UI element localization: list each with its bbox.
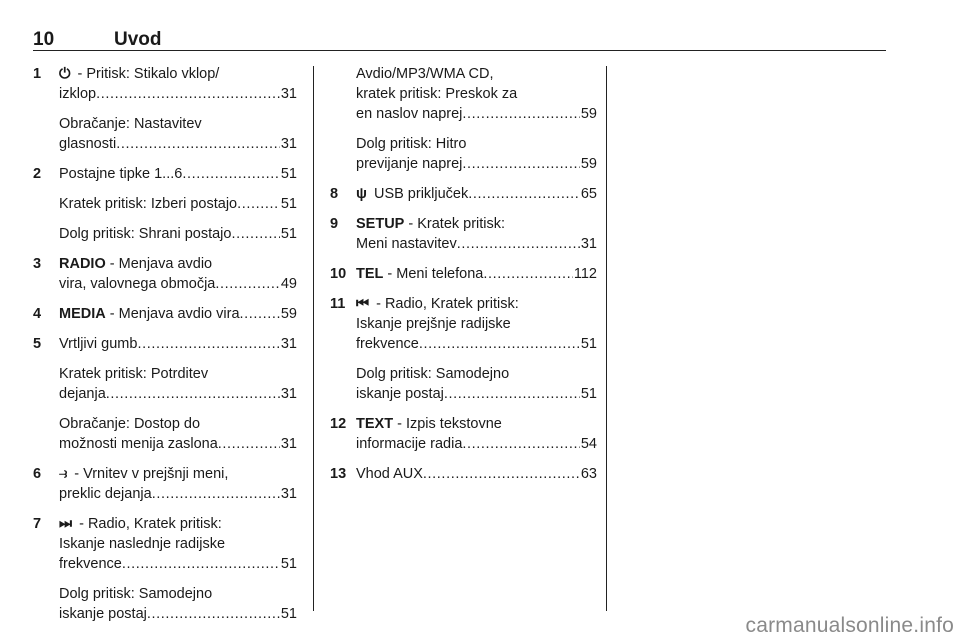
description: - Izpis tekstovne — [393, 416, 502, 432]
item-number: 9 — [330, 216, 339, 232]
legend-entry — [33, 224, 297, 244]
column-divider — [606, 66, 607, 611]
entry-text — [356, 64, 494, 84]
entry-line — [59, 414, 297, 434]
page-ref: 31 — [280, 336, 297, 352]
description: Obračanje: Dostop do — [59, 416, 201, 432]
legend-entry — [33, 194, 297, 214]
entry-line — [59, 384, 297, 404]
page-ref: 31 — [280, 136, 297, 152]
entry-text — [59, 194, 237, 214]
entry-text — [59, 514, 222, 534]
description: Iskanje naslednje radijske — [59, 536, 226, 552]
item-number: 6 — [33, 466, 42, 482]
legend-entry — [33, 164, 297, 184]
dot-leader — [462, 154, 579, 174]
entry-line — [59, 304, 297, 324]
legend-entry — [33, 464, 297, 504]
dot-leader — [483, 264, 573, 284]
legend-entry — [33, 254, 297, 294]
entry-line — [356, 64, 597, 84]
dot-leader — [137, 334, 279, 354]
page-ref: 59 — [580, 106, 597, 122]
header-rule — [33, 50, 886, 51]
page-ref: 59 — [280, 306, 297, 322]
description: USB priključek — [369, 186, 469, 202]
description: Avdio/MP3/WMA CD, — [356, 66, 494, 82]
page-ref: 54 — [580, 436, 597, 452]
description: Kratek pritisk: Izberi postajo — [59, 196, 238, 212]
item-number: 3 — [33, 256, 42, 272]
entry-text — [59, 414, 200, 434]
legend-entry — [33, 334, 297, 354]
description: - Menjava avdio — [105, 256, 213, 272]
entry-text — [59, 254, 212, 274]
chapter-title: Uvod — [114, 29, 162, 50]
description: - Vrnitev v prejšnji meni, — [70, 466, 229, 482]
dot-leader — [218, 434, 280, 454]
entry-text — [59, 584, 212, 604]
item-number: 11 — [330, 296, 346, 312]
description: Dolg pritisk: Samodejno — [356, 366, 510, 382]
entry-line — [59, 554, 297, 574]
page-ref: 51 — [280, 166, 297, 182]
entry-line — [59, 464, 297, 484]
description: - Kratek pritisk: — [404, 216, 506, 232]
entry-line — [356, 414, 597, 434]
entry-line — [356, 234, 597, 254]
entry-line — [59, 584, 297, 604]
entry-line — [356, 384, 597, 404]
dot-leader — [106, 384, 280, 404]
entry-line — [356, 364, 597, 384]
entry-line — [59, 334, 297, 354]
item-number: 12 — [330, 416, 347, 432]
entry-line — [356, 104, 597, 124]
page-ref: 31 — [280, 386, 297, 402]
entry-line — [59, 534, 297, 554]
description: kratek pritisk: Preskok za — [356, 86, 518, 102]
description: Vhod AUX — [356, 466, 423, 482]
legend-entry — [330, 414, 597, 454]
back-arrow-icon: ⥽ — [59, 466, 68, 482]
entry-text — [59, 164, 182, 184]
entry-line — [356, 334, 597, 354]
description: - Radio, Kratek pritisk: — [372, 296, 519, 312]
description: preklic dejanja — [59, 486, 152, 502]
description: - Radio, Kratek pritisk: — [75, 516, 222, 532]
dot-leader — [152, 484, 280, 504]
description: Vrtljivi gumb — [59, 336, 138, 352]
legend-column-left — [33, 64, 297, 634]
legend-entry — [330, 364, 597, 404]
entry-line — [356, 464, 597, 484]
page-ref: 31 — [280, 86, 297, 102]
description: en naslov naprej — [356, 106, 463, 122]
legend-entry — [33, 114, 297, 154]
dot-leader — [444, 384, 580, 404]
entry-line — [59, 254, 297, 274]
page-ref: 51 — [580, 386, 597, 402]
entry-line — [59, 64, 297, 84]
entry-text — [356, 134, 466, 154]
entry-line — [59, 114, 297, 134]
entry-line — [59, 194, 297, 214]
entry-line — [59, 364, 297, 384]
entry-text — [356, 364, 509, 384]
item-number: 4 — [33, 306, 42, 322]
legend-entry — [330, 214, 597, 254]
dot-leader — [457, 234, 580, 254]
legend-entry — [330, 64, 597, 124]
column-divider — [313, 66, 314, 611]
entry-text — [59, 64, 219, 84]
item-number: 13 — [330, 466, 347, 482]
entry-text — [59, 334, 137, 354]
entry-line — [59, 514, 297, 534]
entry-line — [356, 314, 597, 334]
entry-line — [356, 214, 597, 234]
keyword: MEDIA — [59, 306, 106, 322]
keyword: TEXT — [356, 416, 394, 432]
entry-line — [59, 134, 297, 154]
page-ref: 31 — [580, 236, 597, 252]
legend-entry — [330, 184, 597, 204]
description: - Menjava avdio vira — [105, 306, 240, 322]
page-ref: 112 — [573, 266, 597, 282]
entry-line — [356, 184, 597, 204]
legend-entry — [33, 304, 297, 324]
description: možnosti menija zaslona — [59, 436, 218, 452]
description: Meni nastavitev — [356, 236, 457, 252]
description: Dolg pritisk: Shrani postajo — [59, 226, 232, 242]
item-number: 7 — [33, 516, 42, 532]
page-ref: 51 — [280, 556, 297, 572]
entry-text — [356, 294, 519, 314]
keyword: SETUP — [356, 216, 405, 232]
description: Postajne tipke 1...6 — [59, 166, 183, 182]
page-number: 10 — [33, 29, 55, 50]
page-ref: 59 — [580, 156, 597, 172]
page-header — [33, 29, 886, 51]
seek-forward-icon: ⏭ — [59, 516, 73, 532]
legend-entry — [330, 294, 597, 354]
item-number: 2 — [33, 166, 42, 182]
entry-text — [59, 464, 228, 484]
entry-line — [59, 164, 297, 184]
page-ref: 51 — [280, 196, 297, 212]
description: previjanje naprej — [356, 156, 463, 172]
description: Kratek pritisk: Potrditev — [59, 366, 209, 382]
description: frekvence — [59, 556, 122, 572]
description: vira, valovnega območja — [59, 276, 216, 292]
entry-line — [59, 434, 297, 454]
legend-entry — [33, 414, 297, 454]
entry-text — [59, 364, 208, 384]
description: glasnosti — [59, 136, 117, 152]
entry-text — [356, 464, 423, 484]
entry-line — [356, 264, 597, 284]
description: dejanja — [59, 386, 106, 402]
entry-line — [59, 84, 297, 104]
description: Dolg pritisk: Samodejno — [59, 586, 213, 602]
page-ref: 63 — [580, 466, 597, 482]
entry-text — [59, 114, 202, 134]
page-ref: 51 — [280, 606, 297, 622]
description: iskanje postaj — [356, 386, 444, 402]
description: informacije radia — [356, 436, 463, 452]
dot-leader — [423, 464, 580, 484]
legend-entry — [33, 64, 297, 104]
keyword: RADIO — [59, 256, 106, 272]
watermark: carmanualsonline.info — [745, 614, 954, 637]
entry-line — [59, 274, 297, 294]
description: Iskanje prejšnje radijske — [356, 316, 511, 332]
dot-leader — [182, 164, 280, 184]
description: iskanje postaj — [59, 606, 147, 622]
page-ref: 31 — [280, 436, 297, 452]
legend-entry — [33, 514, 297, 574]
entry-line — [356, 134, 597, 154]
entry-text — [356, 264, 483, 284]
entry-line — [356, 294, 597, 314]
description: Obračanje: Nastavitev — [59, 116, 202, 132]
description: Dolg pritisk: Hitro — [356, 136, 467, 152]
dot-leader — [122, 554, 280, 574]
legend-column-right — [330, 64, 597, 494]
description: - Pritisk: Stikalo vklop/ — [73, 66, 220, 82]
dot-leader — [215, 274, 279, 294]
legend-entry — [330, 264, 597, 284]
entry-line — [59, 484, 297, 504]
dot-leader — [462, 104, 579, 124]
legend-entry — [33, 364, 297, 404]
page-ref: 49 — [280, 276, 297, 292]
keyword: TEL — [356, 266, 384, 282]
usb-icon: ψ — [356, 186, 367, 202]
description: frekvence — [356, 336, 419, 352]
entry-line — [59, 224, 297, 244]
seek-back-icon: ⏮ — [356, 296, 370, 312]
entry-text — [356, 214, 505, 234]
page-ref: 51 — [580, 336, 597, 352]
dot-leader — [240, 304, 280, 324]
entry-text — [356, 414, 502, 434]
description: - Meni telefona — [383, 266, 484, 282]
dot-leader — [231, 224, 279, 244]
dot-leader — [462, 434, 579, 454]
page-ref: 65 — [580, 186, 597, 202]
item-number: 1 — [33, 66, 42, 82]
item-number: 8 — [330, 186, 339, 202]
entry-text — [356, 184, 468, 204]
page-ref: 51 — [280, 226, 297, 242]
entry-text — [59, 224, 231, 244]
entry-line — [356, 434, 597, 454]
power-icon: ⏻ — [59, 66, 71, 82]
dot-leader — [147, 604, 280, 624]
dot-leader — [116, 134, 280, 154]
dot-leader — [237, 194, 280, 214]
entry-text — [59, 304, 240, 324]
item-number: 5 — [33, 336, 42, 352]
entry-line — [59, 604, 297, 624]
dot-leader — [468, 184, 580, 204]
legend-entry — [33, 584, 297, 624]
legend-entry — [330, 134, 597, 174]
dot-leader — [419, 334, 580, 354]
entry-line — [356, 84, 597, 104]
item-number: 10 — [330, 266, 347, 282]
entry-line — [356, 154, 597, 174]
dot-leader — [96, 84, 280, 104]
legend-entry — [330, 464, 597, 484]
description: izklop — [59, 86, 97, 102]
page-ref: 31 — [280, 486, 297, 502]
